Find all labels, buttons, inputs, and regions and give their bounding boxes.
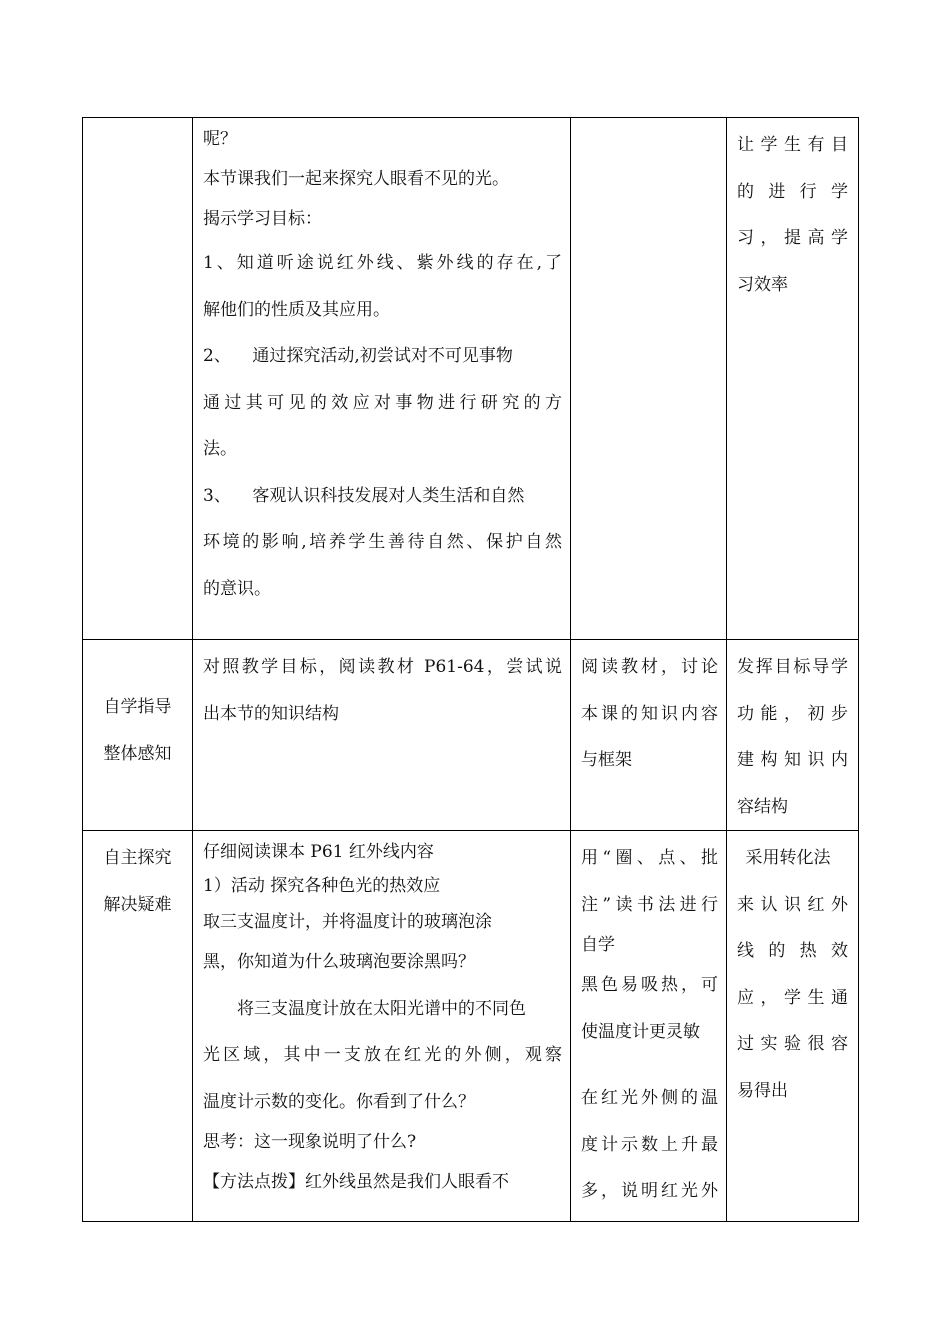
- intent-line: 采用转化法: [745, 848, 831, 868]
- stage-label-line: 自学指导: [103, 697, 172, 717]
- intent-line: 的进行学: [737, 181, 848, 202]
- stage-label-cell: [83, 118, 193, 640]
- stage-label-line: 自主探究: [103, 848, 172, 868]
- content-line: 解他们的性质及其应用。: [203, 299, 390, 320]
- content-line: 【方法点拨】红外线虽然是我们人眼看不: [203, 1172, 509, 1192]
- teaching-content-cell: [193, 831, 571, 1222]
- content-line: 出本节的知识结构: [203, 703, 339, 724]
- student-activity-cell: [571, 640, 727, 831]
- table-row: [83, 831, 859, 1222]
- design-intent-cell: [727, 640, 859, 831]
- activity-line: 用“圈、点、批: [581, 848, 718, 868]
- intent-line: 习，提高学: [737, 228, 848, 248]
- content-line: 通过其可见的效应对事物进行研究的方: [203, 392, 562, 413]
- activity-line: 黑色易吸热，可: [581, 975, 718, 995]
- content-line: 3、 客观认识科技发展对人类生活和自然: [203, 485, 525, 506]
- activity-line: 本课的知识内容: [581, 703, 718, 724]
- content-line: 的意识。: [203, 578, 271, 599]
- intent-line: 来认识红外: [737, 894, 848, 915]
- content-line: 1）活动 探究各种色光的热效应: [203, 876, 441, 896]
- activity-line: 多，说明红光外: [581, 1181, 718, 1201]
- student-activity-cell: [571, 831, 727, 1222]
- lesson-plan-table: [82, 117, 859, 1222]
- activity-line: 使温度计更灵敏: [581, 1021, 700, 1042]
- table-row: [83, 640, 859, 831]
- table-row: [83, 118, 859, 640]
- activity-line: 在红光外侧的温: [581, 1088, 718, 1108]
- intent-line: 易得出: [737, 1080, 788, 1101]
- content-line: 本节课我们一起来探究人眼看不见的光。: [203, 169, 509, 189]
- teaching-content-cell: [193, 640, 571, 831]
- activity-line: 自学: [581, 935, 615, 955]
- content-line: 对照教学目标，阅读教材 P61-64，尝试说: [203, 657, 562, 677]
- activity-line: 注”读书法进行: [581, 894, 718, 915]
- intent-line: 让学生有目: [737, 135, 848, 155]
- content-line: 2、 通过探究活动,初尝试对不可见事物: [203, 346, 513, 366]
- content-line: 将三支温度计放在太阳光谱中的不同色: [237, 998, 526, 1019]
- activity-line: 阅读教材，讨论: [581, 657, 718, 677]
- design-intent-cell: [727, 118, 859, 640]
- content-line: 黑，你知道为什么玻璃泡要涂黑吗？: [203, 952, 475, 972]
- intent-line: 应，学生通: [737, 987, 848, 1008]
- content-line: 环境的影响,培养学生善待自然、保护自然: [203, 532, 562, 552]
- intent-line: 线的热效: [737, 941, 848, 961]
- design-intent-cell: [727, 831, 859, 1222]
- intent-line: 习效率: [737, 274, 788, 295]
- content-line: 1、知道听途说红外线、紫外线的存在,了: [203, 253, 562, 273]
- activity-line: 度计示数上升最: [581, 1134, 718, 1155]
- activity-line: 与框架: [581, 750, 632, 770]
- teaching-content-cell: [193, 118, 571, 640]
- intent-line: 过实验很容: [737, 1034, 848, 1054]
- content-line: 取三支温度计，并将温度计的玻璃泡涂: [203, 912, 492, 932]
- content-line: 光区域，其中一支放在红光的外侧，观察: [203, 1045, 562, 1065]
- content-line: 思考：这一现象说明了什么?: [203, 1132, 417, 1152]
- student-activity-cell: [571, 118, 727, 640]
- intent-line: 建构知识内: [737, 750, 848, 770]
- stage-label-cell: [83, 831, 193, 1222]
- content-line: 法。: [203, 439, 237, 459]
- intent-line: 容结构: [737, 796, 788, 817]
- stage-label-cell: [83, 640, 193, 831]
- stage-label-line: 解决疑难: [103, 894, 172, 915]
- intent-line: 发挥目标导学: [737, 657, 848, 677]
- content-line: 呢？: [203, 129, 237, 149]
- intent-line: 功能，初步: [737, 703, 848, 724]
- content-line: 仔细阅读课本 P61 红外线内容: [203, 842, 434, 862]
- content-line: 温度计示数的变化。你看到了什么？: [203, 1091, 475, 1112]
- content-line: 揭示学习目标：: [203, 209, 322, 229]
- stage-label-line: 整体感知: [103, 743, 172, 764]
